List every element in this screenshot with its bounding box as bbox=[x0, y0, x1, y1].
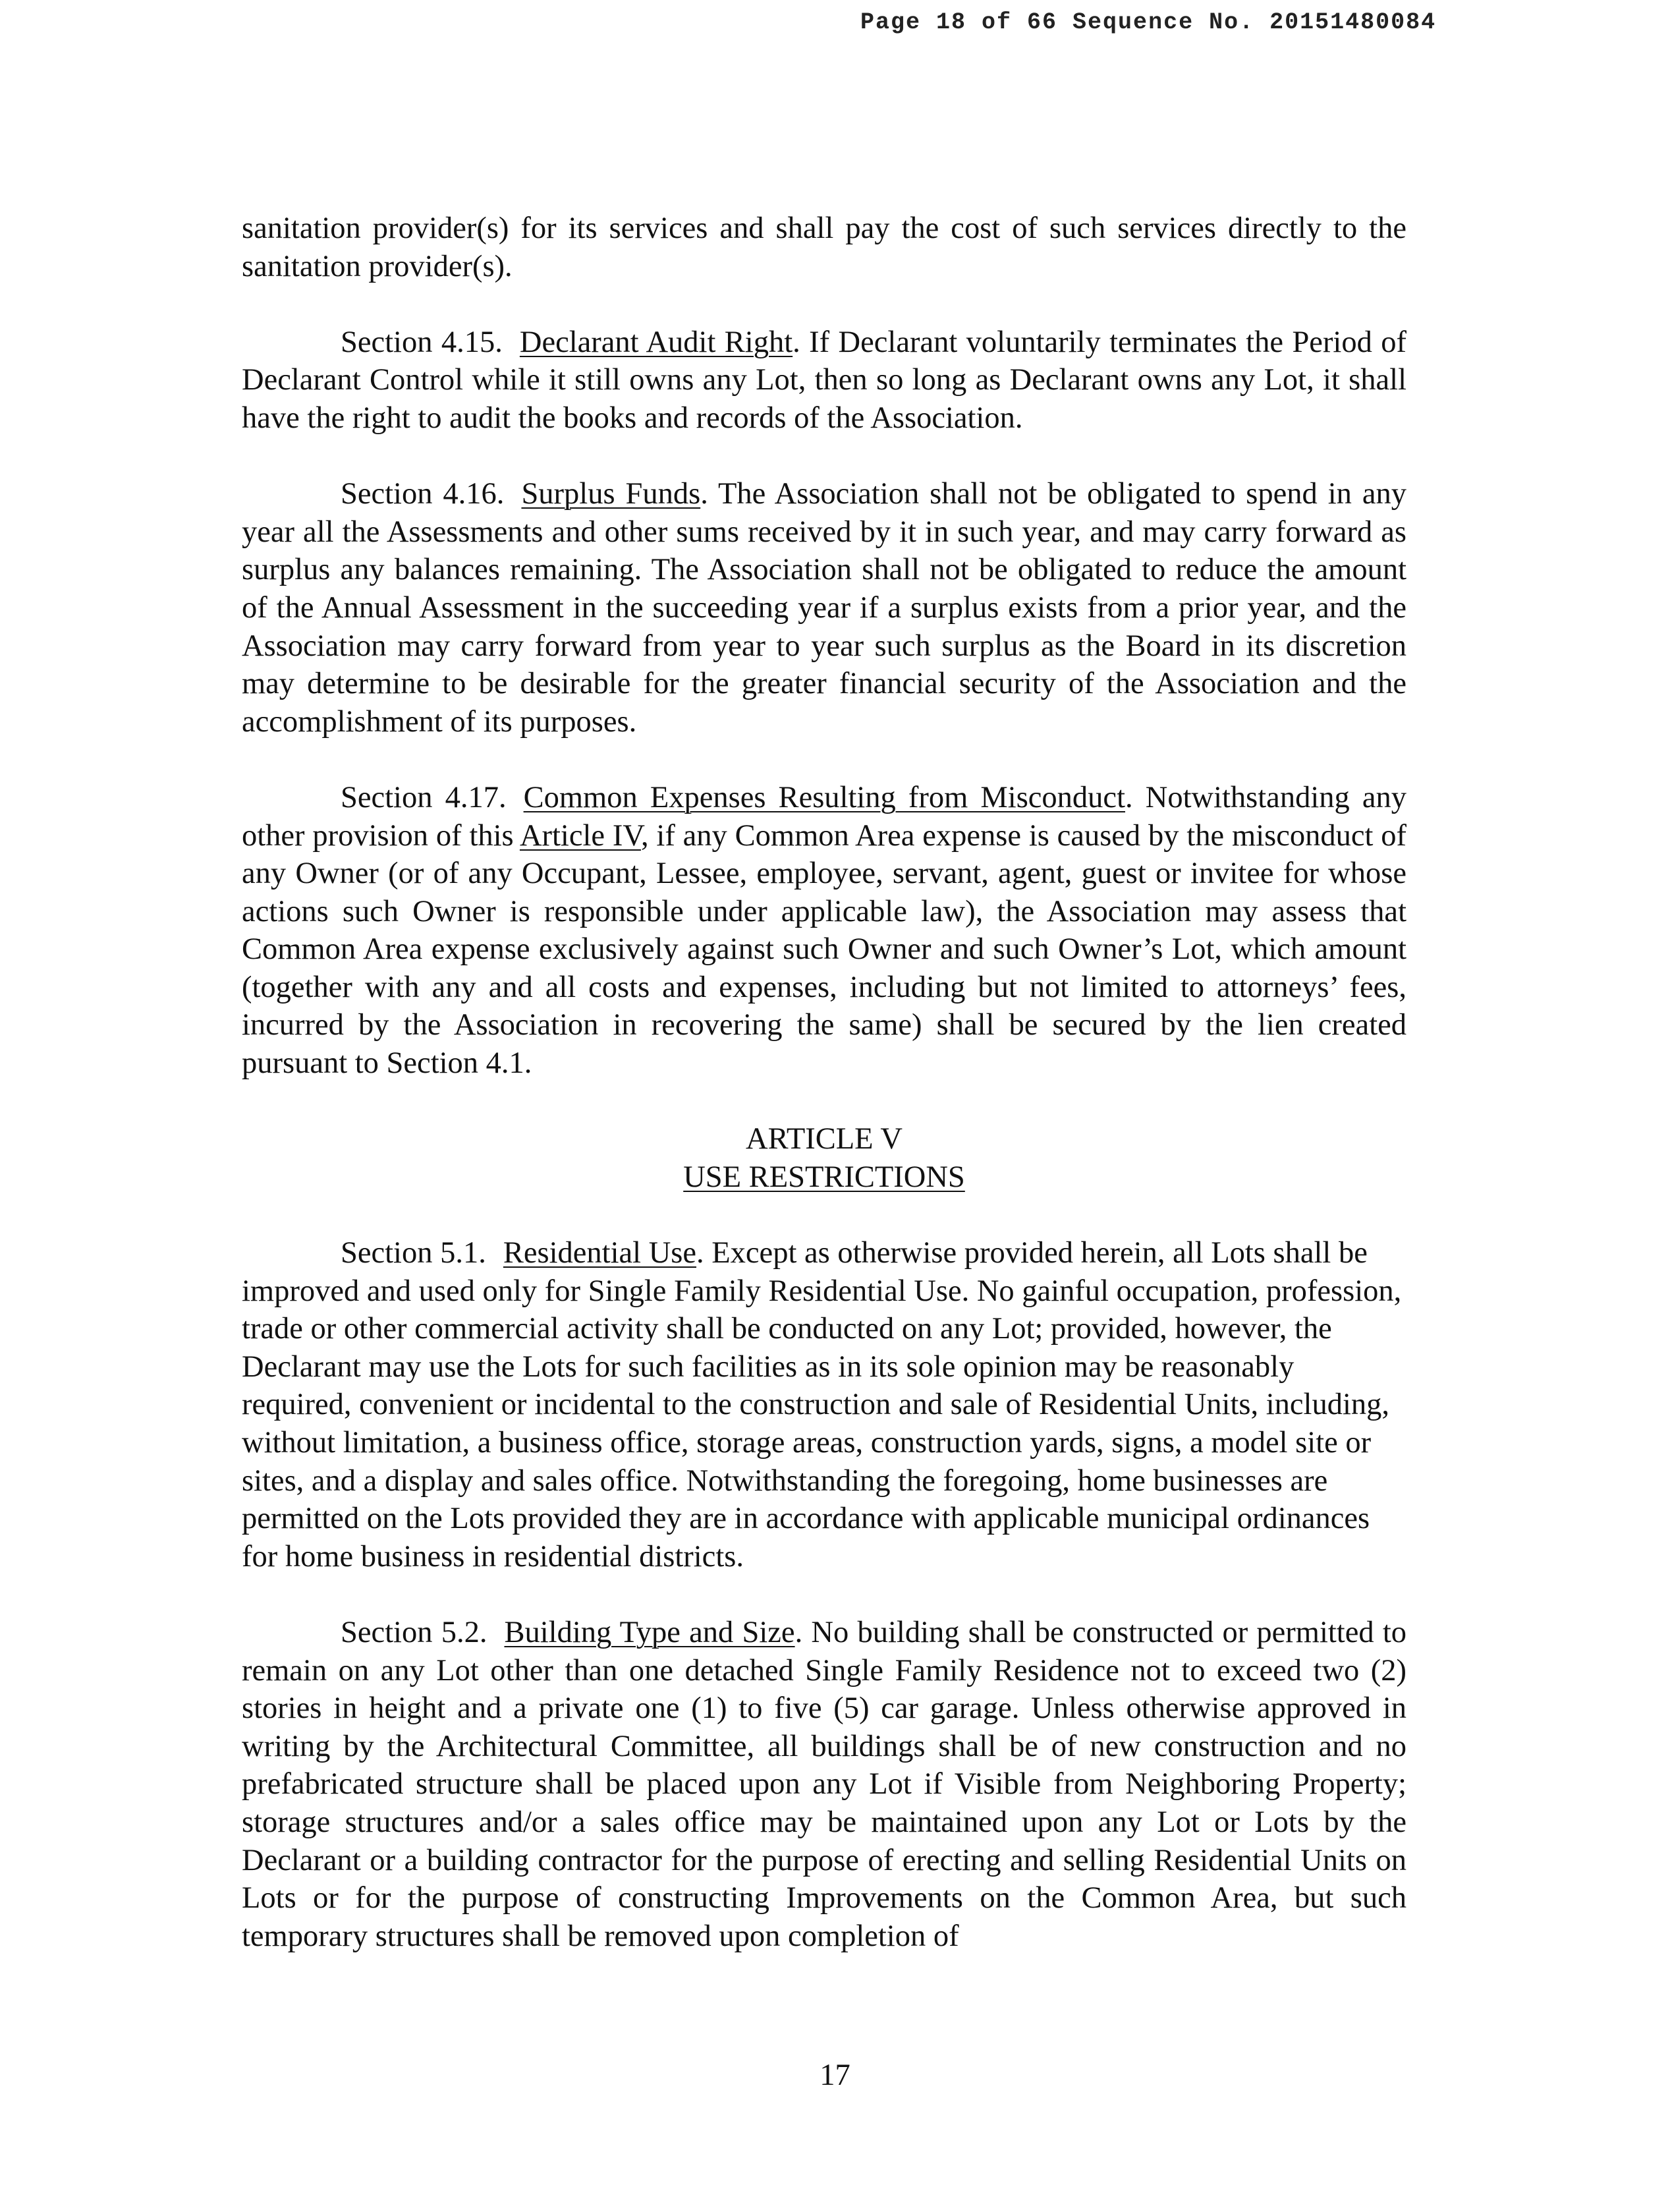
page-header-sequence: Page 18 of 66 Sequence No. 20151480084 bbox=[860, 9, 1437, 36]
page-number: 17 bbox=[820, 2058, 850, 2092]
section-number: Section 5.2. bbox=[341, 1615, 487, 1649]
continuation-paragraph: sanitation provider(s) for its services and shall pay the cost of such services directly to the sanitation provider(s). bbox=[242, 212, 1406, 283]
section-title: Common Expenses Resulting from Misconduct bbox=[523, 780, 1125, 814]
article-title-text: USE RESTRICTIONS bbox=[683, 1160, 965, 1194]
section-title: Building Type and Size bbox=[504, 1615, 795, 1649]
section-body: . The Association shall not be obligated to spend in any year all the Assessments and other sums received by it in such year, and may carry forward as surplus any balances remaining. The Association shall not be obligated to reduce the amount of the Annual Assessment in the succeeding year if a surplus exists from a prior year, and the Association may carry forward from year to year such surplus as the Board in its discretion may determine to be desirable for the greater financial security of the Association and the accomplishment of its purposes. bbox=[242, 477, 1406, 739]
section-4-15 bbox=[242, 324, 1406, 438]
article-iv-reference-link[interactable]: Article IV bbox=[519, 818, 641, 853]
article-title bbox=[242, 1158, 1406, 1197]
section-5-2 bbox=[242, 1614, 1406, 1955]
section-4-17 bbox=[242, 779, 1406, 1083]
section-number: Section 4.17. bbox=[341, 780, 507, 814]
section-number: Section 4.15. bbox=[341, 325, 503, 359]
section-body: . Except as otherwise provided herein, all Lots shall be improved and used only for Single Family Residential Use. No gainful occupation, profession, trade or other commercial activity shall be conducted on any Lot; provided, however, the Declarant may use the Lots for such facilities as in its sole opinion may be reasonably required, convenient or incidental to the construction and sale of Residential Units, including, without limitation, a business office, storage areas, construction yards, signs, a model site or sites, and a display and sales office. Notwithstanding the foregoing, home businesses are permitted on the Lots provided they are in accordance with applicable municipal ordinances for home business in residential districts. bbox=[242, 1236, 1402, 1574]
section-4-16 bbox=[242, 475, 1406, 741]
section-number: Section 4.16. bbox=[341, 477, 505, 511]
section-number: Section 5.1. bbox=[341, 1236, 486, 1270]
section-body: . No building shall be constructed or permitted to remain on any Lot other than one detached Single Family Residence not to exceed two (2) stories in height and a private one (1) to five (5) car garage. Unless otherwise approved in writing by the Architectural Committee, all buildings shall be of new construction and no prefabricated structure shall be placed upon any Lot if Visible from Neighboring Property; storage structures and/or a sales office may be maintained upon any Lot or Lots by the Declarant or a building contractor for the purpose of erecting and selling Residential Units on Lots or for the purpose of constructing Improvements on the Common Area, but such temporary structures shall be removed upon completion of bbox=[242, 1615, 1406, 1953]
document-body bbox=[242, 210, 1406, 1993]
section-title: Declarant Audit Right bbox=[519, 325, 793, 359]
article-heading bbox=[242, 1120, 1406, 1196]
section-body: . If Declarant voluntarily terminates the Period of Declarant Control while it still owns any Lot, then so long as Declarant owns any Lot, it shall have the right to audit the books and records of the Association. bbox=[242, 325, 1406, 435]
article-number: ARTICLE V bbox=[746, 1122, 903, 1156]
section-body: . Notwithstanding any other provision of this bbox=[242, 780, 1406, 853]
section-body-continued: , if any Common Area expense is caused by the misconduct of any Owner (or of any Occupant, Lessee, employee, servant, agent, guest or invitee for whose actions such Owner is responsible under applicable law), the Association may assess that Common Area expense exclusively against such Owner and such Owner’s Lot, which amount (together with any and all costs and expenses, including but not limited to attorneys’ fees, incurred by the Association in recovering the same) shall be secured by the lien created pursuant to Section 4.1. bbox=[242, 818, 1406, 1081]
section-title: Residential Use bbox=[503, 1236, 697, 1270]
section-5-1 bbox=[242, 1234, 1406, 1575]
section-title: Surplus Funds bbox=[521, 477, 701, 511]
